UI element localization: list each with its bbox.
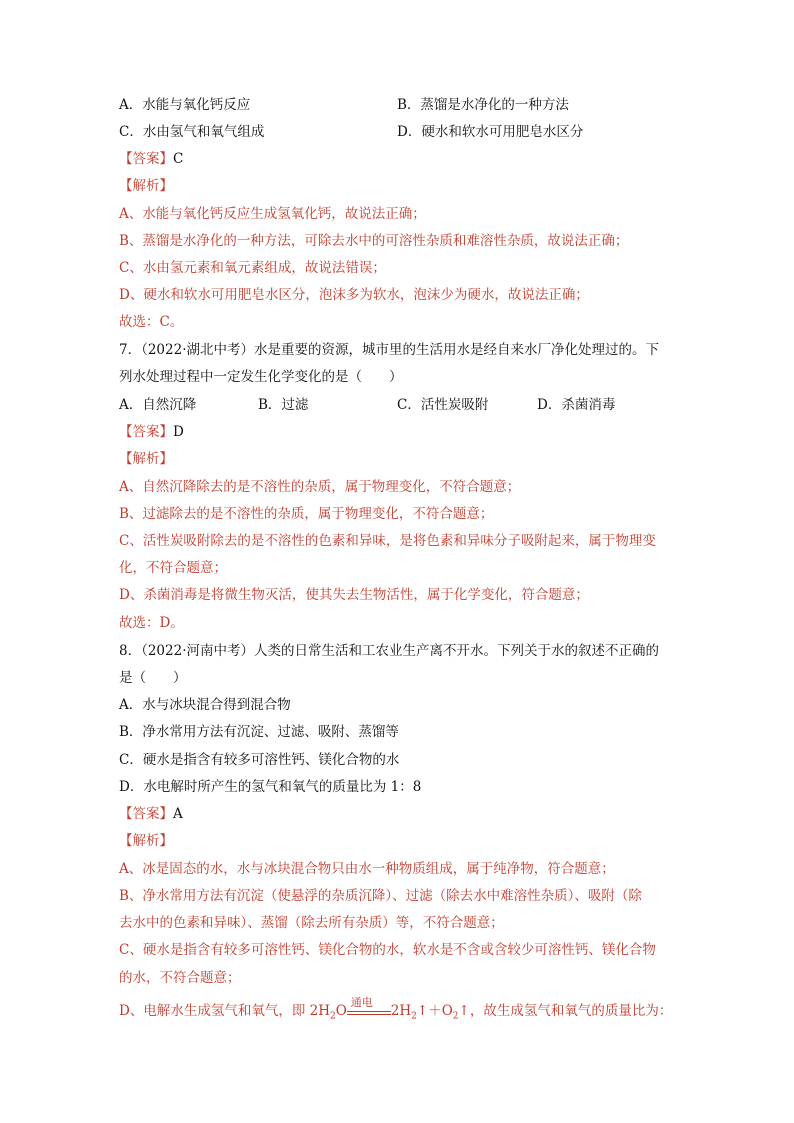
answer-value: A	[173, 806, 183, 822]
equals-bar-bottom	[347, 1014, 391, 1015]
q8-analysis-line: B、净水常用方法有沉淀（使悬浮的杂质沉降）、过滤（除去水中难溶性杂质）、吸附（除	[119, 888, 642, 904]
q8-option-b: B．净水常用方法有沉淀、过滤、吸附、蒸馏等	[119, 724, 399, 740]
equation-sub: 2	[452, 1011, 459, 1022]
prev-option-c: C．水由氢气和氧气组成	[119, 124, 265, 140]
q7-stem-line2: 列水处理过程中一定发生化学变化的是（ ）	[119, 369, 403, 385]
prev-answer	[119, 150, 183, 168]
q7-analysis-line: D、杀菌消毒是将微生物灭活，使其失去生物活性，属于化学变化，符合题意；	[119, 587, 589, 603]
q7-analysis-tag: 【解析】	[119, 451, 173, 467]
q7-option-d: D．杀菌消毒	[537, 397, 616, 413]
q8-analysis-line: 的水，不符合题意；	[119, 970, 241, 986]
q8-analysis-line: A、冰是固态的水，水与冰块混合物只由水一种物质组成，属于纯净物，符合题意；	[119, 861, 615, 877]
prev-option-d: D．硬水和软水可用肥皂水区分	[397, 124, 584, 140]
answer-value: C	[173, 151, 184, 167]
q7-analysis-line: B、过滤除去的是不溶性的杂质，属于物理变化，不符合题意；	[119, 506, 494, 522]
q8-analysis-tag: 【解析】	[119, 833, 173, 849]
prev-option-b: B．蒸馏是水净化的一种方法	[397, 97, 569, 113]
q8-option-d: D．水电解时所产生的氢气和氧气的质量比为 1：8	[119, 779, 422, 795]
q7-analysis-line: C、活性炭吸附除去的是不溶性的色素和异味，是将色素和异味分子吸附起来，属于物理变	[119, 533, 656, 549]
q8-analysis-line: C、硬水是指含有较多可溶性钙、镁化合物的水，软水是不含或含较少可溶性钙、镁化合物	[119, 942, 656, 958]
answer-tag: 【答案】	[119, 424, 173, 440]
equation-product2: ↑＋O	[416, 1003, 453, 1019]
prev-analysis-line: B、蒸馏是水净化的一种方法，可除去水中的可溶性杂质和难溶性杂质，故说法正确；	[119, 233, 629, 249]
q7-analysis-line: A、自然沉降除去的是不溶性的杂质，属于物理变化，不符合题意；	[119, 479, 521, 495]
reaction-condition	[347, 996, 391, 1020]
q8-answer	[119, 805, 183, 823]
q7-option-b: B．过滤	[258, 397, 309, 413]
answer-tag: 【答案】	[119, 151, 173, 167]
q8-stem-line2: 是（ ）	[119, 670, 187, 686]
q7-stem-line1: 7．（2022·湖北中考）水是重要的资源，城市里的生活用水是经自来水厂净化处理过的。下	[119, 342, 659, 358]
q7-analysis-line: 化，不符合题意；	[119, 560, 227, 576]
q7-conclusion: 故选：D。	[119, 615, 184, 631]
equals-bar-top	[347, 1011, 391, 1012]
equation-mid: O	[335, 1003, 347, 1019]
q8-stem-line1: 8．（2022·河南中考）人类的日常生活和工农业生产离不开水。下列关于水的叙述不正确的	[119, 643, 659, 659]
q8-analysis-line: 去水中的色素和异味）、蒸馏（除去所有杂质）等，不符合题意；	[119, 915, 504, 931]
prev-analysis-line: D、硬水和软水可用肥皂水区分，泡沫多为软水，泡沫少为硬水，故说法正确；	[119, 287, 589, 303]
q7-option-a: A．自然沉降	[119, 397, 197, 413]
q8-option-c: C．硬水是指含有较多可溶性钙、镁化合物的水	[119, 752, 400, 768]
equation-sub: 2	[411, 1011, 417, 1022]
prev-conclusion: 故选：C。	[119, 314, 184, 330]
prev-analysis-line: C、水由氢元素和氧元素组成，故说法错误；	[119, 260, 386, 276]
condition-label: 通电	[350, 996, 373, 1009]
q8-option-a: A．水与冰块混合得到混合物	[119, 697, 291, 713]
answer-value: D	[173, 424, 184, 440]
answer-tag: 【答案】	[119, 806, 173, 822]
prev-option-a: A．水能与氧化钙反应	[119, 97, 251, 113]
prev-analysis-tag: 【解析】	[119, 178, 173, 194]
equation-suffix: ↑，故生成氢气和氧气的质量比为：	[458, 1003, 673, 1019]
equation-prefix: D、电解水生成氢气和氧气，即 2H	[119, 1003, 330, 1019]
q7-answer	[119, 423, 184, 441]
electrolysis-equation	[119, 996, 673, 1026]
q7-option-c: C．活性炭吸附	[397, 397, 489, 413]
prev-analysis-line: A、水能与氧化钙反应生成氢氧化钙，故说法正确；	[119, 206, 426, 222]
equation-sub: 2	[329, 1011, 336, 1022]
equation-product1: 2H	[390, 1003, 412, 1019]
